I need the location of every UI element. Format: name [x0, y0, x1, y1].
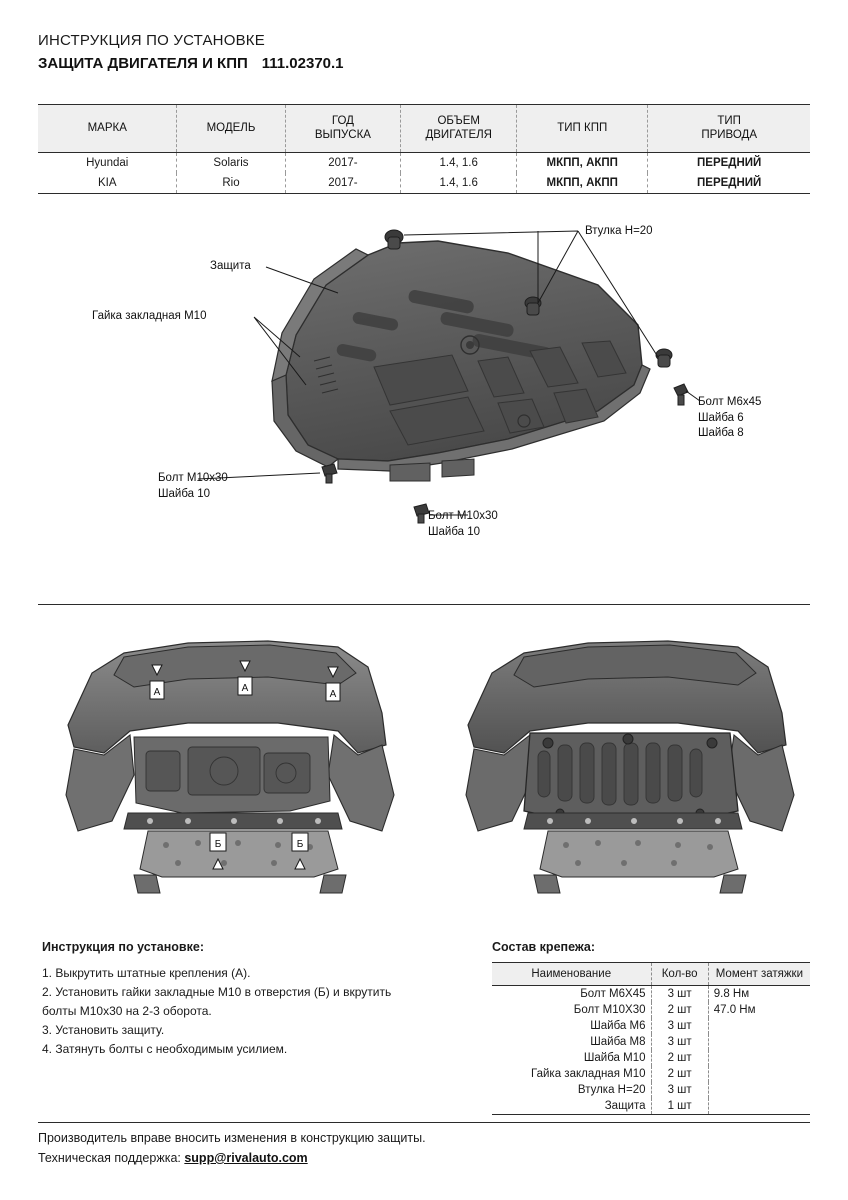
header-name: Наименование	[492, 963, 651, 986]
cell-qty: 2 шт	[651, 1066, 708, 1082]
underbody-diagram	[38, 625, 810, 915]
cell-qty: 3 шт	[651, 1018, 708, 1034]
header-model: МОДЕЛЬ	[177, 105, 285, 153]
cell-name: Болт М10X30	[573, 1004, 646, 1016]
main-assembly-figure	[38, 215, 810, 600]
cell-marka: Hyundai	[86, 156, 129, 169]
header-marka: МАРКА	[38, 105, 177, 153]
cell-qty: 2 шт	[651, 1002, 708, 1018]
header-qty: Кол-во	[651, 963, 708, 986]
divider-bottom	[38, 1122, 810, 1123]
page-title	[38, 32, 344, 72]
callout-vtulka: Втулка H=20	[585, 225, 653, 237]
cell-torque	[708, 1066, 810, 1082]
cell-name: Шайба М10	[583, 1052, 646, 1064]
list-item: 4. Затянуть болты с необходимым усилием.	[42, 1042, 288, 1056]
list-item: 2. Установить гайки закладные М10 в отверстия (Б) и вкрутить	[42, 985, 392, 999]
callout-bolt-m10-mid: Болт М10х30 Шайба 10	[428, 510, 498, 538]
table-row	[38, 152, 810, 173]
figure-without-plate	[66, 641, 394, 893]
product-name: ЗАЩИТА ДВИГАТЕЛЯ И КПП	[38, 55, 248, 72]
cell-drive: ПЕРЕДНИЙ	[648, 152, 810, 173]
header-engine-volume: ОБЪЕМ ДВИГАТЕЛЯ	[401, 105, 517, 153]
installation-instructions	[42, 940, 462, 1059]
divider-top	[38, 604, 810, 605]
header-year: ГОД ВЫПУСКА	[285, 105, 401, 153]
underbody-figures	[38, 625, 810, 915]
footer-support	[38, 1148, 426, 1168]
header-drive-type: ТИП ПРИВОДА	[648, 105, 810, 153]
figure-with-plate	[466, 641, 794, 893]
cell-qty: 2 шт	[651, 1050, 708, 1066]
title-line-1: ИНСТРУКЦИЯ ПО УСТАНОВКЕ	[38, 32, 265, 49]
cell-qty: 3 шт	[651, 1082, 708, 1098]
table-row	[38, 173, 810, 194]
table-row	[492, 1002, 810, 1018]
cell-torque	[708, 1034, 810, 1050]
cell-torque	[708, 1018, 810, 1034]
list-item: 3. Установить защиту.	[42, 1023, 165, 1037]
table-row	[492, 1082, 810, 1098]
cell-model: Solaris	[177, 152, 285, 173]
cell-torque: 47.0 Нм	[708, 1002, 810, 1018]
svg-text:A: A	[241, 683, 249, 694]
cell-name: Гайка закладная М10	[531, 1068, 646, 1080]
table-row	[492, 1018, 810, 1034]
cell-marka: KIA	[38, 173, 177, 194]
cell-name: Шайба М8	[590, 1036, 646, 1048]
footer	[38, 1128, 426, 1168]
svg-text:Б: Б	[296, 839, 304, 850]
fasteners-table	[492, 962, 810, 1115]
table-header-row	[38, 105, 810, 153]
cell-transmission: МКПП, АКПП	[517, 173, 648, 194]
svg-text:A: A	[329, 689, 337, 700]
list-item: 1. Выкрутить штатные крепления (А).	[42, 966, 251, 980]
callout-bolt-m10-left: Болт М10х30 Шайба 10	[158, 472, 228, 500]
cell-year: 2017-	[285, 152, 401, 173]
cell-torque	[708, 1082, 810, 1098]
header-torque: Момент затяжки	[708, 963, 810, 986]
cell-model: Rio	[177, 173, 285, 194]
svg-text:Б: Б	[214, 839, 222, 850]
callout-bolt-m6: Болт М6х45 Шайба 6 Шайба 8	[698, 396, 762, 440]
footer-disclaimer: Производитель вправе вносить изменения в конструкцию защиты.	[38, 1131, 426, 1145]
skid-plate-diagram	[38, 215, 810, 600]
cell-drive: ПЕРЕДНИЙ	[648, 173, 810, 194]
table-row	[492, 1066, 810, 1082]
cell-torque	[708, 1050, 810, 1066]
header-transmission: ТИП КПП	[517, 105, 648, 153]
cell-qty: 3 шт	[651, 986, 708, 1003]
table-row	[492, 986, 810, 1003]
fasteners-title: Состав крепежа:	[492, 940, 595, 954]
svg-text:A: A	[153, 687, 161, 698]
title-line-2	[38, 55, 344, 72]
cell-transmission: МКПП, АКПП	[517, 152, 648, 173]
fasteners-section	[492, 940, 810, 1115]
footer-support-label: Техническая поддержка:	[38, 1151, 185, 1165]
product-code: 111.02370.1	[261, 55, 344, 72]
instructions-list	[42, 964, 462, 1058]
list-item: болты М10х30 на 2-3 оборота.	[42, 1004, 212, 1018]
table-row	[492, 1098, 810, 1115]
instructions-title: Инструкция по установке:	[42, 940, 204, 954]
skid-plate-body	[272, 241, 650, 481]
cell-name: Защита	[492, 1098, 651, 1115]
table-row	[492, 1034, 810, 1050]
support-email-link[interactable]: supp@rivalauto.com	[184, 1151, 308, 1165]
cell-name: Шайба М6	[590, 1020, 646, 1032]
cell-year: 2017-	[285, 173, 401, 194]
cell-name: Втулка H=20	[577, 1084, 646, 1096]
cell-qty: 3 шт	[651, 1034, 708, 1050]
cell-torque: 9.8 Нм	[708, 986, 810, 1003]
cell-name: Болт М6X45	[580, 988, 646, 1000]
cell-volume: 1.4, 1.6	[401, 173, 517, 194]
cell-torque	[708, 1098, 810, 1115]
cell-qty: 1 шт	[651, 1098, 708, 1115]
table-row	[492, 1050, 810, 1066]
cell-volume: 1.4, 1.6	[401, 152, 517, 173]
callout-gayka: Гайка закладная М10	[92, 310, 207, 322]
table-header-row	[492, 963, 810, 986]
vehicle-spec-table	[38, 104, 810, 194]
callout-zashita: Защита	[210, 260, 251, 272]
